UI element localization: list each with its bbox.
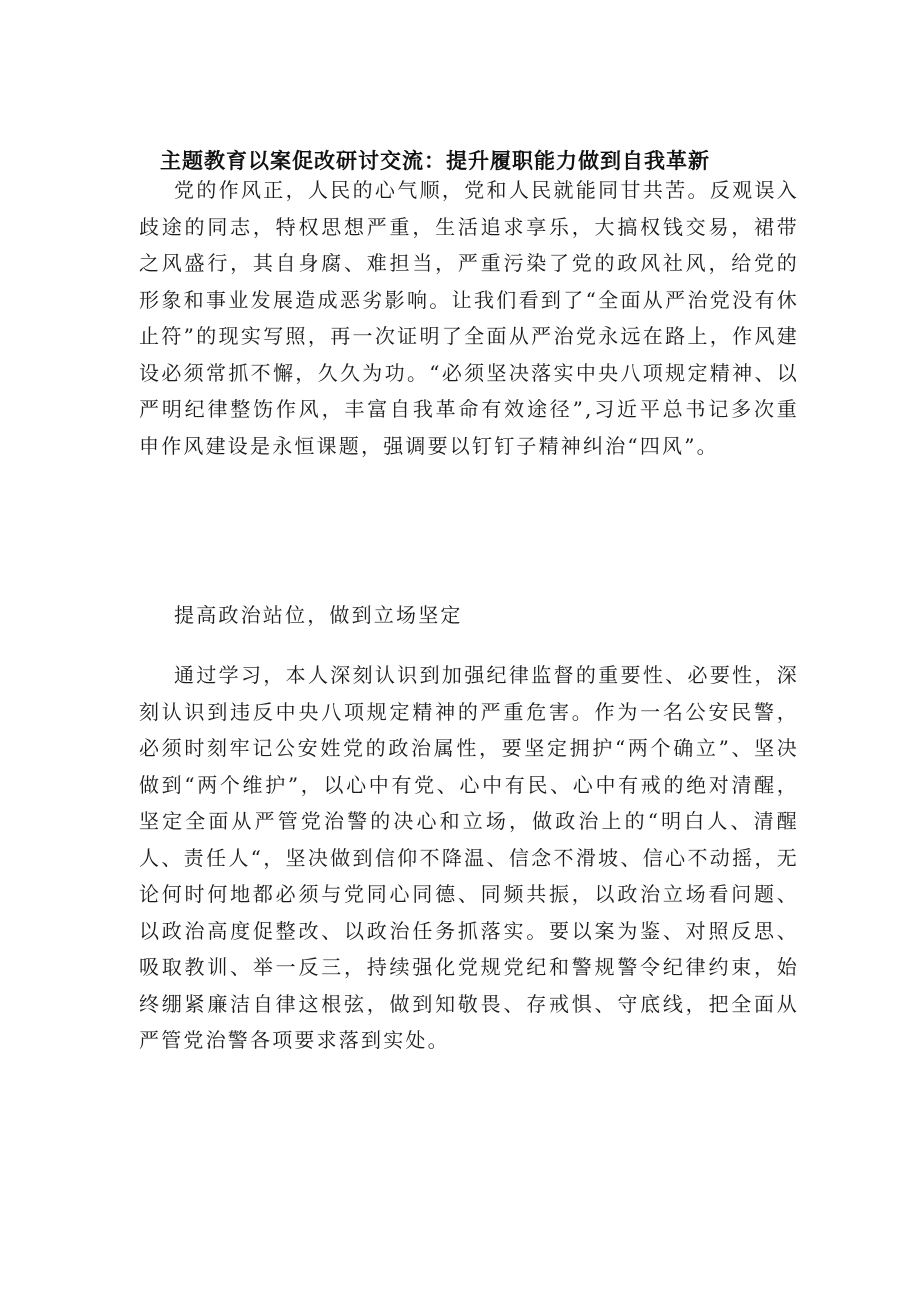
- section-heading: 提高政治站位，做到立场坚定: [174, 603, 463, 627]
- paragraph-intro: 党的作风正，人民的心气顺，党和人民就能同甘共苦。反观误入歧途的同志，特权思想严重，生活追求享乐，大搞权钱交易，裙带之风盛行，其自身腐、难担当，严重污染了党的政风社风，给党的形象和事业发展造成恶劣影响。让我们看到了“全面从严治党没有休止符”的现实写照，再一次证明了全面从严治党永远在路上，作风建设必须常抓不懈，久久为功。“必须坚决落实中央八项规定精神、以严明纪律整饬作风，丰富自我革命有效途径”,习近平总书记多次重申作风建设是永恒课题，强调要以钉钉子精神纠治“四风”。: [139, 178, 799, 458]
- paragraph-body: 通过学习，本人深刻认识到加强纪律监督的重要性、必要性，深刻认识到违反中央八项规定精神的严重危害。作为一名公安民警，必须时刻牢记公安姓党的政治属性，要坚定拥护“两个确立”、坚决做到“两个维护”，以心中有党、心中有民、心中有戒的绝对清醒，坚定全面从严管党治警的决心和立场，做政治上的“明白人、清醒人、责任人“，坚决做到信仰不降温、信念不滑坡、信心不动摇，无论何时何地都必须与党同心同德、同频共振，以政治立场看问题、以政治高度促整改、以政治任务抓落实。要以案为鉴、对照反思、吸取教训、举一反三，持续强化党规党纪和警规警令纪律约束，始终绷紧廉洁自律这根弦，做到知敬畏、存戒惧、守底线，把全面从严管党治警各项要求落到实处。: [139, 663, 799, 1052]
- document-title: 主题教育以案促改研讨交流：提升履职能力做到自我革新: [160, 149, 710, 173]
